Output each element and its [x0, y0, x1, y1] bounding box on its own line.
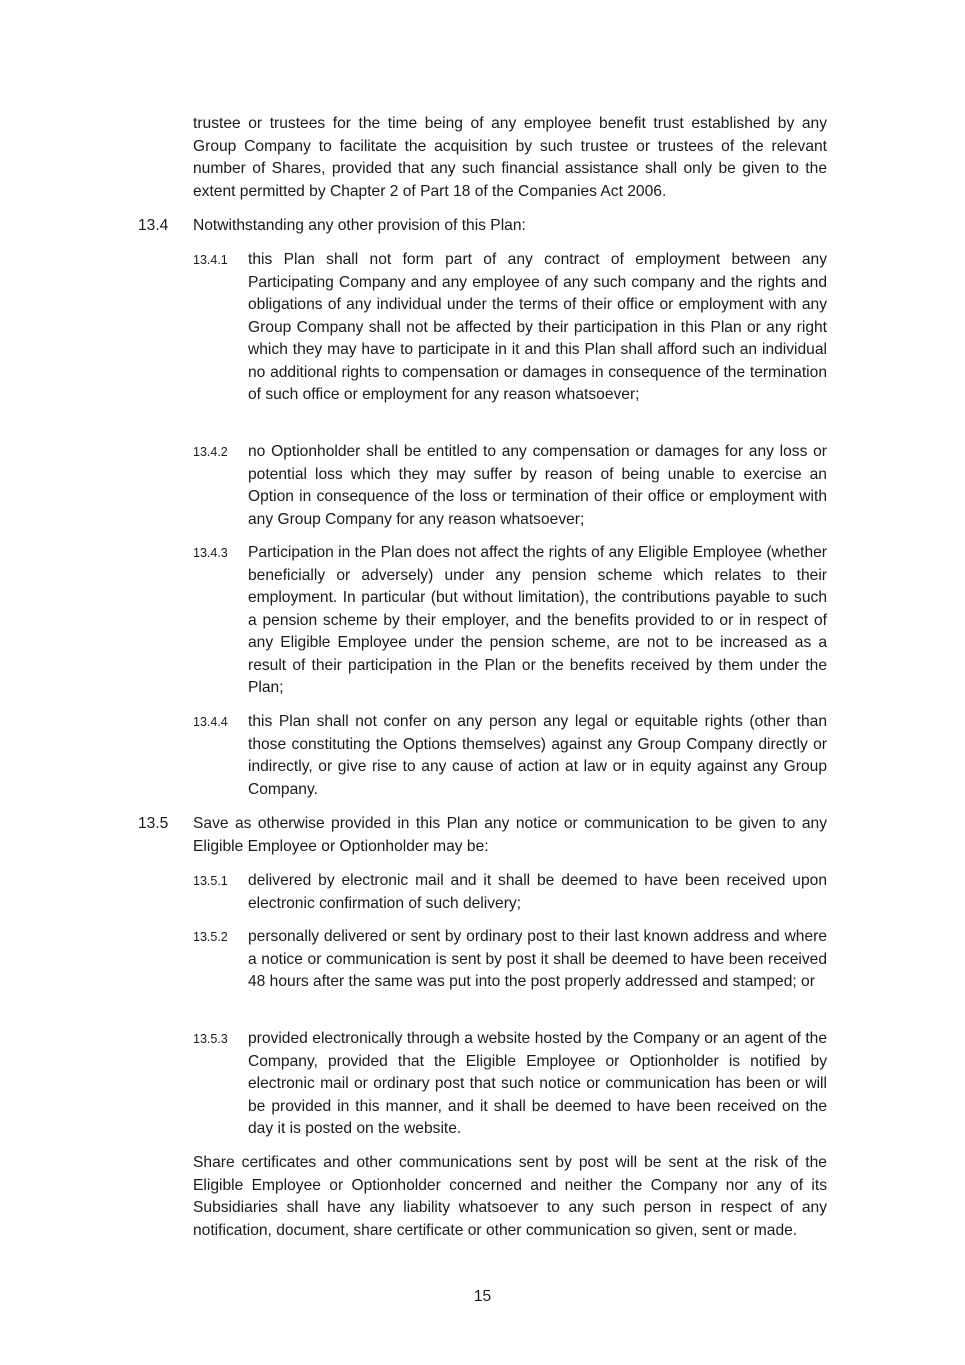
subclause-text-13-5-2: personally delivered or sent by ordinary post to their last known address and where a notice or communication is sent by post it shall be deemed to have been received 48 hours after the same was put into the post properly addressed and stamped; or [248, 928, 827, 990]
clause-text-13-5: Save as otherwise provided in this Plan any notice or communication to be given to any Eligible Employee or Optionholder may be: [193, 815, 827, 855]
subclause-text-13-5-3: provided electronically through a website hosted by the Company or an agent of the Company, provided that the Eligible Employee or Optionholder is notified by electronic mail or ordinary post that such notice or communication has been or will be provided in this manner, and it shall be deemed to have been received on the day it is posted on the website. [248, 1030, 827, 1137]
continuation-paragraph: trustee or trustees for the time being of any employee benefit trust established by any Group Company to facilitate the acquisition by such trustee or trustees of the relevant number of Shares, provided that any such financial assistance shall only be given to the extent permitted by Chapter 2 of Part 18 of the Companies Act 2006. [193, 115, 827, 200]
subclause-number-13-5-1: 13.5.1 [193, 874, 228, 888]
subclause-text-13-4-2: no Optionholder shall be entitled to any compensation or damages for any loss or potential loss which they may suffer by reason of being unable to exercise an Option in consequence of the loss or termination of their office or employment with any Group Company for any reason whatsoever; [248, 443, 827, 528]
closing-paragraph: Share certificates and other communications sent by post will be sent at the risk of the Eligible Employee or Optionholder concerned and neither the Company nor any of its Subsidiaries shall have any liability whatsoever to any such person in respect of any notification, document, share certificate or other communication so given, sent or made. [193, 1154, 827, 1239]
page-number: 15 [473, 1288, 492, 1305]
subclause-text-13-4-3: Participation in the Plan does not affect the rights of any Eligible Employee (whether beneficially or adversely) under any pension scheme which relates to their employment. In particular (but without limitation), the contributions payable to such a pension scheme by their employer, and the benefits provided to or in respect of any Eligible Employee under the pension scheme, are not to be increased as a result of their participation in the Plan or the benefits received by them under the Plan; [248, 544, 827, 696]
subclause-text-13-5-1: delivered by electronic mail and it shall be deemed to have been received upon electronic confirmation of such delivery; [248, 872, 827, 912]
subclause-number-13-4-1: 13.4.1 [193, 253, 228, 267]
subclause-text-13-4-4: this Plan shall not confer on any person any legal or equitable rights (other than those constituting the Options themselves) against any Group Company directly or indirectly, or give rise to any cause of action at law or in equity against any Group Company. [248, 713, 827, 798]
subclause-number-13-5-3: 13.5.3 [193, 1032, 228, 1046]
subclause-text-13-4-1: this Plan shall not form part of any contract of employment between any Participating Company and any employee of any such company and the rights and obligations of any individual under the terms of their office or employment with any Group Company shall not be affected by their participation in this Plan or any right which they may have to participate in it and this Plan shall afford such an individual no additional rights to compensation or damages in consequence of the termination of such office or employment for any reason whatsoever; [248, 251, 827, 403]
clause-number-13-4: 13.4 [138, 217, 169, 234]
subclause-number-13-5-2: 13.5.2 [193, 930, 228, 944]
subclause-number-13-4-2: 13.4.2 [193, 445, 228, 459]
subclause-number-13-4-4: 13.4.4 [193, 715, 228, 729]
clause-number-13-5: 13.5 [138, 815, 169, 832]
subclause-number-13-4-3: 13.4.3 [193, 546, 228, 560]
clause-text-13-4: Notwithstanding any other provision of this Plan: [193, 217, 526, 234]
